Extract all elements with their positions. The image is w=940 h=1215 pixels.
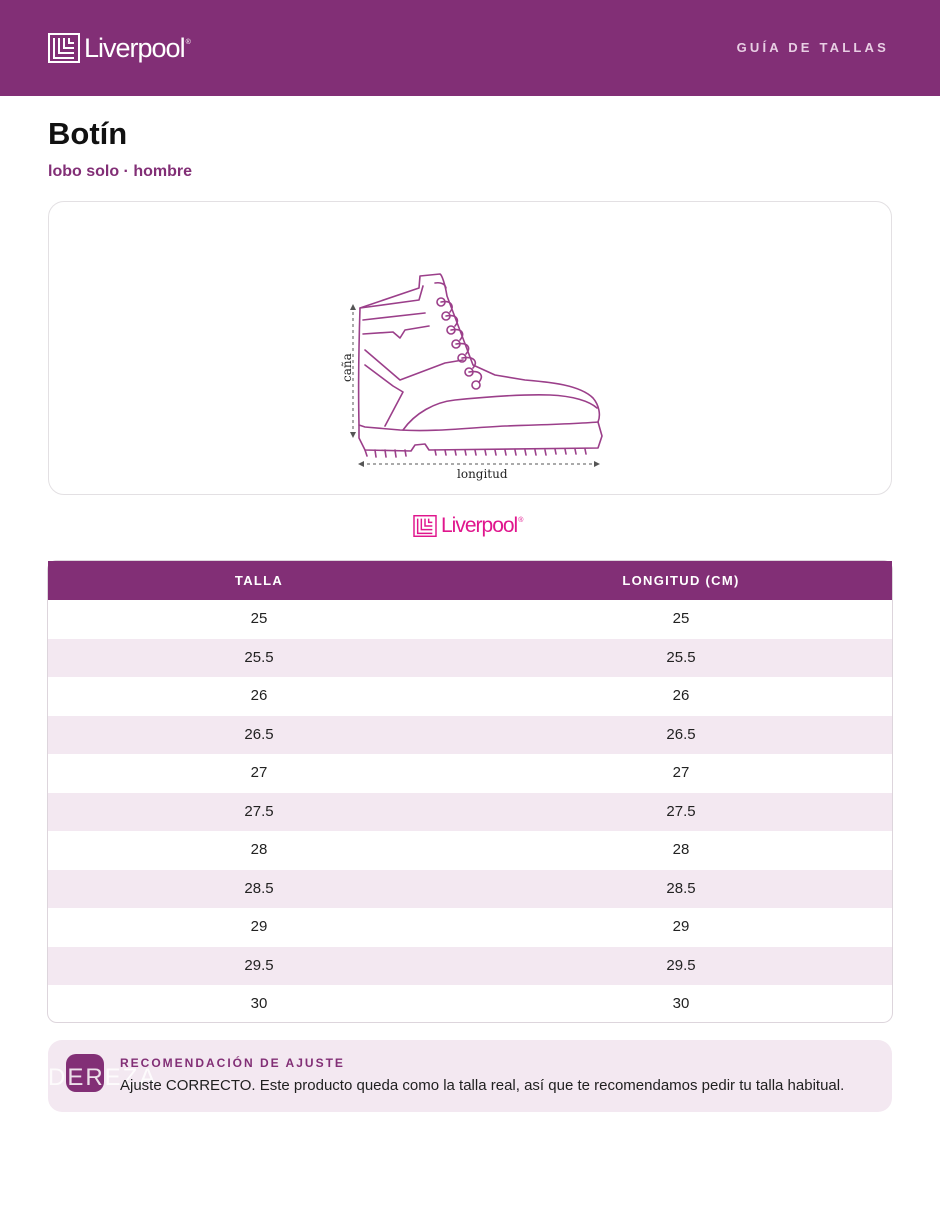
brand-name: Liverpool [84, 32, 185, 63]
column-header-length: LONGITUD (CM) [622, 573, 740, 588]
liverpool-logo-icon [413, 515, 437, 537]
length-cell: 28.5 [666, 879, 696, 897]
length-cell: 30 [672, 995, 690, 1012]
table-row [48, 793, 892, 832]
table-row [48, 677, 892, 716]
boot-diagram-card [48, 201, 892, 495]
table-row [48, 985, 892, 1024]
table-header [48, 561, 892, 600]
length-cell: 25 [672, 610, 690, 627]
product-subtitle: lobo solo · hombre [48, 163, 192, 180]
length-cell: 29 [672, 918, 690, 935]
table-row [48, 716, 892, 755]
table-row [48, 831, 892, 870]
length-cell: 27.5 [666, 802, 696, 820]
length-label: longitud [457, 467, 508, 481]
top-bar [0, 0, 940, 96]
footer-brand-name: Liverpool [441, 514, 518, 537]
length-cell: 27 [672, 764, 690, 781]
page-title: Botín [48, 116, 128, 151]
size-cell: 29.5 [244, 956, 274, 974]
brand-registered-mark: ® [185, 38, 191, 46]
fit-recommendation [48, 1040, 892, 1112]
recommendation-text: Ajuste CORRECTO. Este producto queda como la talla real, así que te recomendamos pedir tu talla habitual. [120, 1077, 845, 1094]
size-cell: 27.5 [244, 802, 274, 820]
column-header-size: TALLA [234, 573, 284, 588]
size-cell: 26 [250, 687, 268, 704]
size-guide-link[interactable]: GUÍA DE TALLAS [736, 40, 889, 55]
size-table [47, 560, 893, 1023]
liverpool-footer-logo [413, 512, 523, 540]
size-cell: 25.5 [244, 648, 274, 666]
boot-illustration-icon [340, 220, 615, 481]
table-row [48, 639, 892, 678]
length-cell: 25.5 [666, 648, 696, 666]
liverpool-logo-icon [48, 33, 80, 63]
table-row [48, 754, 892, 793]
table-row [48, 870, 892, 909]
length-cell: 28 [672, 841, 690, 858]
table-row [48, 908, 892, 947]
length-cell: 26 [672, 687, 690, 704]
size-cell: 28.5 [244, 879, 274, 897]
height-label: caña [340, 353, 354, 382]
size-cell: 30 [250, 995, 268, 1012]
size-cell: 27 [250, 764, 268, 781]
length-cell: 26.5 [666, 725, 696, 743]
watermark-text: DEREZA [48, 1064, 158, 1091]
table-body [48, 600, 892, 1024]
recommendation-title: RECOMENDACIÓN DE AJUSTE [120, 1056, 345, 1070]
size-cell: 29 [250, 918, 268, 935]
table-row [48, 600, 892, 639]
footer-registered-mark: ® [518, 516, 524, 524]
size-cell: 26.5 [244, 725, 274, 743]
size-cell: 25 [250, 610, 268, 627]
length-cell: 29.5 [666, 956, 696, 974]
brand-logo[interactable] [48, 30, 191, 66]
table-row [48, 947, 892, 986]
size-cell: 28 [250, 841, 268, 858]
